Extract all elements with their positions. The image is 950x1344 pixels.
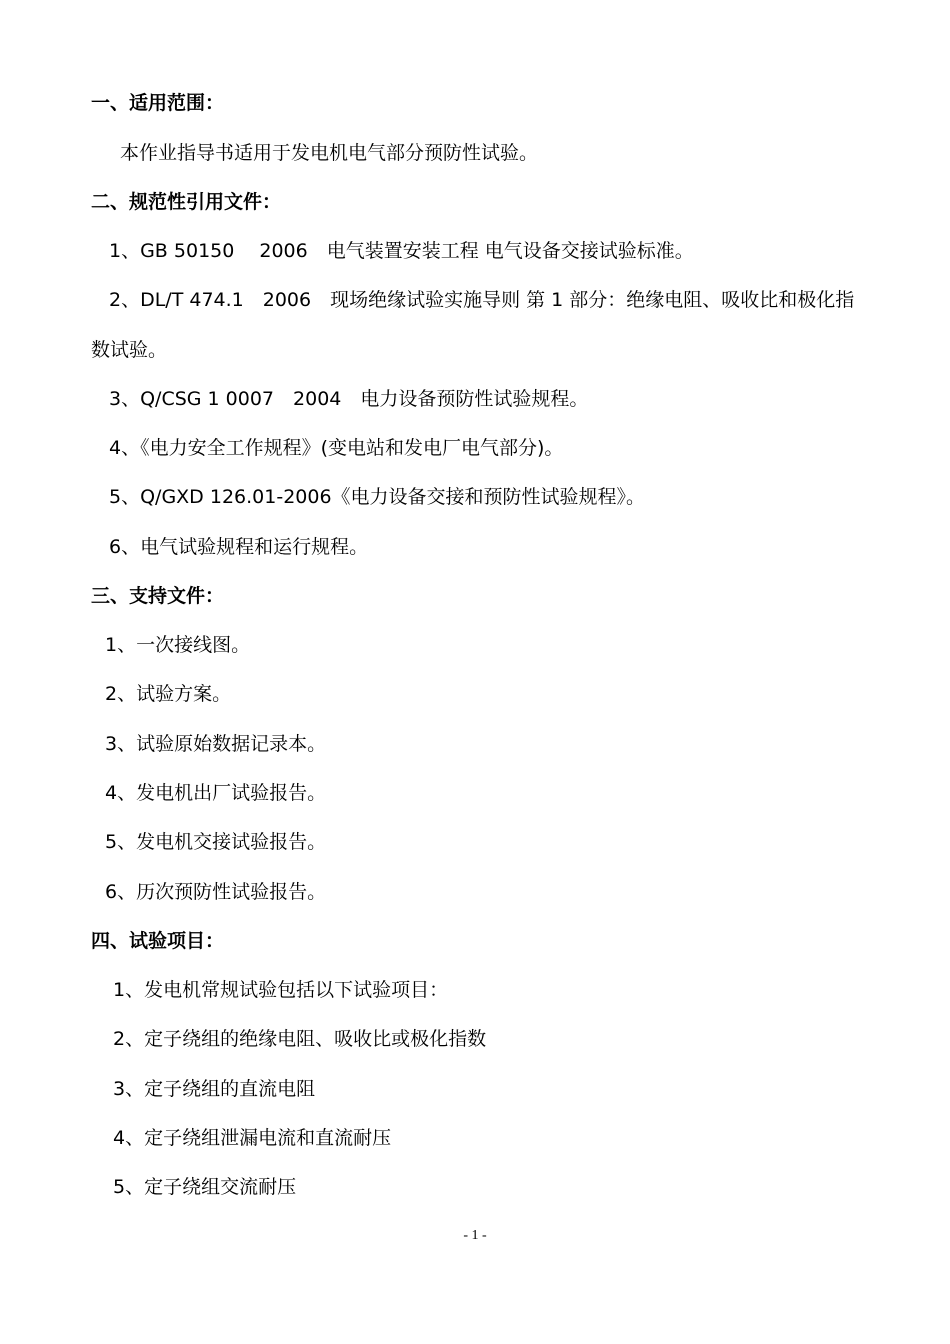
reference-item: 5、Q/GXD 126.01-2006《电力设备交接和预防性试验规程》。 xyxy=(109,486,646,508)
section-heading-test-items: 四、试验项目： xyxy=(91,930,225,952)
section-heading-normative-references: 二、规范性引用文件： xyxy=(91,191,282,213)
page-number: - 1 - xyxy=(463,1228,487,1243)
reference-item: 3、Q/CSG 1 0007 2004 电力设备预防性试验规程。 xyxy=(109,388,589,410)
supporting-document-item: 5、发电机交接试验报告。 xyxy=(105,831,327,853)
section-heading-supporting-documents: 三、支持文件： xyxy=(91,585,225,607)
test-item: 2、定子绕组的绝缘电阻、吸收比或极化指数 xyxy=(113,1028,487,1050)
supporting-document-item: 3、试验原始数据记录本。 xyxy=(105,733,327,755)
reference-item: 4、《电力安全工作规程》(变电站和发电厂电气部分)。 xyxy=(109,437,564,459)
scope-paragraph: 本作业指导书适用于发电机电气部分预防性试验。 xyxy=(120,142,539,164)
supporting-document-item: 2、试验方案。 xyxy=(105,683,232,705)
reference-item-continuation: 数试验。 xyxy=(91,339,168,361)
supporting-document-item: 1、一次接线图。 xyxy=(105,634,251,656)
supporting-document-item: 6、历次预防性试验报告。 xyxy=(105,881,327,903)
supporting-document-item: 4、发电机出厂试验报告。 xyxy=(105,782,327,804)
reference-item: 1、GB 50150 2006 电气装置安装工程 电气设备交接试验标准。 xyxy=(109,240,694,262)
test-item: 5、定子绕组交流耐压 xyxy=(113,1176,297,1198)
reference-item: 6、电气试验规程和运行规程。 xyxy=(109,536,369,558)
section-heading-scope: 一、适用范围： xyxy=(91,92,225,114)
test-item: 1、发电机常规试验包括以下试验项目： xyxy=(113,979,449,1001)
reference-item: 2、DL/T 474.1 2006 现场绝缘试验实施导则 第 1 部分：绝缘电阻、吸收比和极化指 xyxy=(109,289,855,311)
test-item: 4、定子绕组泄漏电流和直流耐压 xyxy=(113,1127,392,1149)
test-item: 3、定子绕组的直流电阻 xyxy=(113,1078,316,1100)
